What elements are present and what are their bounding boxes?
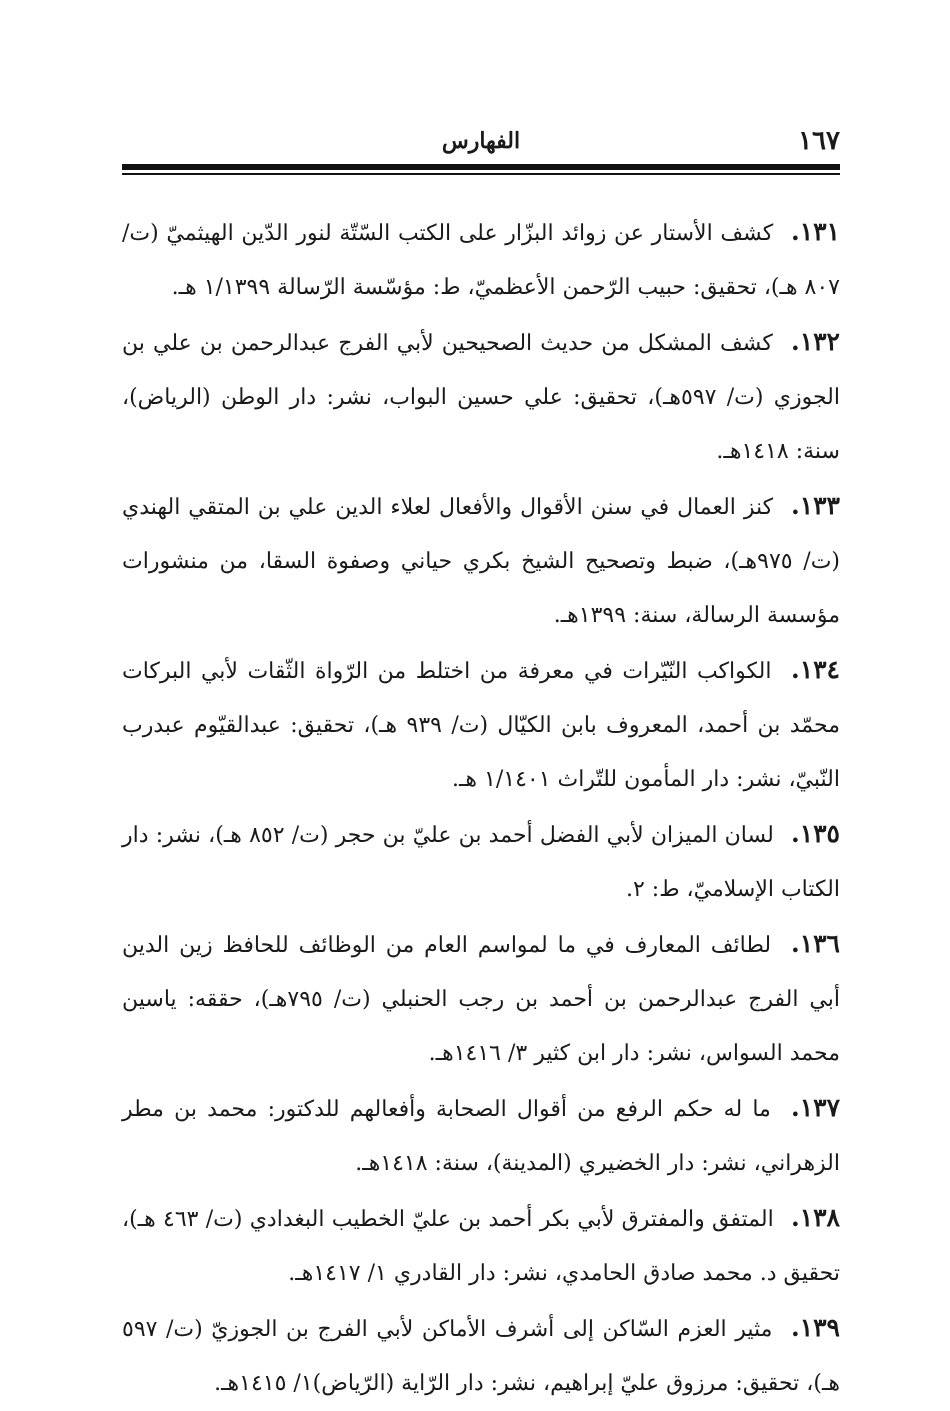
bibliography-entry [122,1191,840,1301]
entry-text: لسان الميزان لأبي الفضل أحمد بن عليّ بن حجر (ت/ ٨٥٢ هـ)، نشر: دار الكتاب الإسلاميّ، ط: ٢. [122,823,840,902]
bibliography-entry [122,479,840,643]
header-rule-thin [122,173,840,175]
bibliography-entry [122,643,840,807]
entry-number: ١٣٧. [791,1093,841,1122]
running-title: الفهارس [441,128,521,154]
entry-text: كشف المشكل من حديث الصحيحين لأبي الفرج عبدالرحمن بن علي بن الجوزي (ت/ ٥٩٧هـ)، تحقيق: علي حسين البواب، نشر: دار الوطن (الرياض)، سنة: ١٤١٨هـ. [122,331,841,464]
entry-text: كشف الأستار عن زوائد البزّار على الكتب السّتّة لنور الدّين الهيثميّ (ت/ ٨٠٧ هـ)، تحقيق: حبيب الرّحمن الأعظميّ، ط: مؤسّسة الرّسالة ١/١٣٩٩ هـ. [122,221,840,300]
bibliography-entry [122,1081,840,1191]
entry-number: ١٣٤. [790,655,840,684]
entry-number: ١٣٦. [790,929,840,958]
bibliography-entry [122,315,840,479]
entry-number: ١٣٢. [790,327,840,356]
entry-number: ١٣٨. [790,1203,840,1232]
entry-text: ما له حكم الرفع من أقوال الصحابة وأفعالهم للدكتور: محمد بن مطر الزهراني، نشر: دار الخضيري (المدينة)، سنة: ١٤١٨هـ. [122,1097,840,1176]
entry-number: ١٣١. [790,217,840,246]
page-number: ١٦٧ [798,126,840,156]
bibliography-entry [122,1301,840,1411]
entry-number: ١٣٣. [790,491,840,520]
entry-number: ١٣٥. [790,819,840,848]
entry-text: مثير العزم السّاكن إلى أشرف الأماكن لأبي الفرج بن الجوزيّ (ت/ ٥٩٧ هـ)، تحقيق: مرزوق عليّ إبراهيم، نشر: دار الرّاية (الرّياض)١/ ١٤١٥هـ. [122,1317,840,1396]
entry-text: كنز العمال في سنن الأقوال والأفعال لعلاء الدين علي بن المتقي الهندي (ت/ ٩٧٥هـ)، ضبط وتصحيح الشيخ بكري حياني وصفوة السقا، من منشورات مؤسسة الرسالة، سنة: ١٣٩٩هـ. [122,495,840,628]
bibliography-entry [122,205,840,315]
header-rule-thick [122,164,840,170]
entry-text: الكواكب النّيّرات في معرفة من اختلط من الرّواة الثّقات لأبي البركات محمّد بن أحمد، المعروف بابن الكيّال (ت/ ٩٣٩ هـ)، تحقيق: عبدالقيّوم عبدرب النّبيّ، نشر: دار المأمون للتّراث ١/١٤٠١ هـ. [122,659,841,792]
bibliography-entry [122,917,840,1081]
entry-text: المتفق والمفترق لأبي بكر أحمد بن عليّ الخطيب البغدادي (ت/ ٤٦٣ هـ)، تحقيق د. محمد صادق الحامدي، نشر: دار القادري ١/ ١٤١٧هـ. [122,1207,840,1286]
page-header [122,122,840,162]
bibliography-entry [122,807,840,917]
entry-text: لطائف المعارف في ما لمواسم العام من الوظائف للحافظ زين الدين أبي الفرج عبدالرحمن بن أحمد بن رجب الحنبلي (ت/ ٧٩٥هـ)، حققه: ياسين محمد السواس، نشر: دار ابن كثير ٣/ ١٤١٦هـ. [122,933,840,1066]
bibliography-list [122,205,840,1411]
entry-number: ١٣٩. [790,1313,840,1342]
